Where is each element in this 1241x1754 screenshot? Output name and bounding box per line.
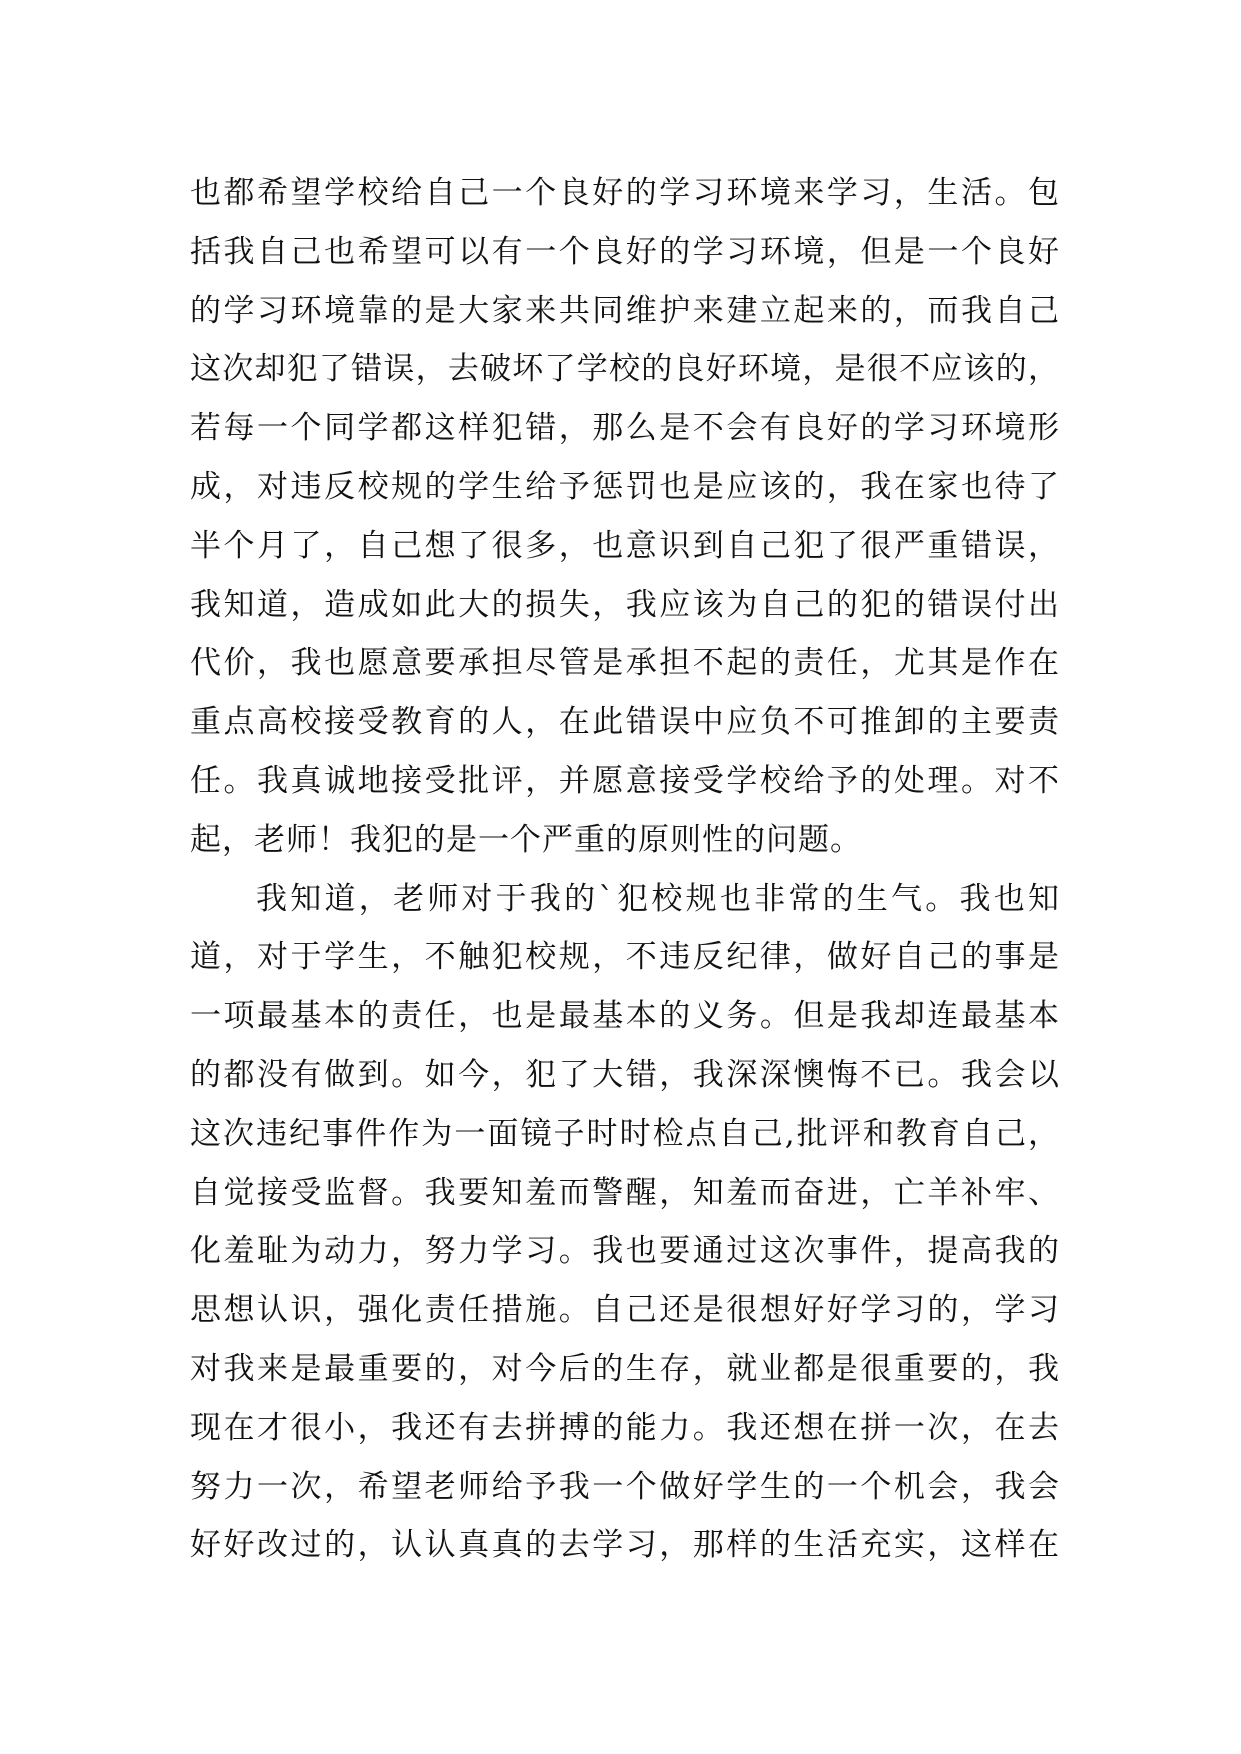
text-line: 若每一个同学都这样犯错，那么是不会有良好的学习环境形	[190, 410, 1060, 447]
text-line: 对我来是最重要的，对今后的生存，就业都是很重要的，我	[190, 1350, 1060, 1387]
text-line: 一项最基本的责任，也是最基本的义务。但是我却连最基本	[190, 998, 1060, 1035]
text-line: 重点高校接受教育的人，在此错误中应负不可推卸的主要责	[190, 704, 1060, 741]
text-line: 的学习环境靠的是大家来共同维护来建立起来的，而我自己	[190, 292, 1060, 329]
text-line: 任。我真诚地接受批评，并愿意接受学校给予的处理。对不	[190, 762, 1060, 799]
text-line: 化羞耻为动力，努力学习。我也要通过这次事件，提高我的	[190, 1233, 1060, 1270]
text-line: 我知道，老师对于我的`犯校规也非常的生气。我也知	[256, 880, 1060, 917]
text-line: 也都希望学校给自己一个良好的学习环境来学习，生活。包	[190, 175, 1060, 211]
text-line: 好好改过的，认认真真的去学习，那样的生活充实，这样在	[190, 1527, 1060, 1564]
text-line: 的都没有做到。如今，犯了大错，我深深懊悔不已。我会以	[190, 1056, 1060, 1093]
document-body	[190, 164, 1060, 1575]
text-line: 我知道，造成如此大的损失，我应该为自己的犯的错误付出	[190, 586, 1060, 623]
text-line: 成，对违反校规的学生给予惩罚也是应该的，我在家也待了	[190, 468, 1060, 505]
text-line: 半个月了，自己想了很多，也意识到自己犯了很严重错误，	[190, 527, 1060, 564]
text-line: 代价，我也愿意要承担尽管是承担不起的责任，尤其是作在	[190, 645, 1060, 682]
text-line: 这次却犯了错误，去破坏了学校的良好环境，是很不应该的，	[190, 351, 1060, 388]
text-line: 现在才很小，我还有去拼搏的能力。我还想在拼一次，在去	[190, 1409, 1060, 1446]
text-line: 括我自己也希望可以有一个良好的学习环境，但是一个良好	[190, 233, 1060, 270]
paragraph-2	[190, 870, 1060, 1576]
text-line: 思想认识，强化责任措施。自己还是很想好好学习的，学习	[190, 1292, 1060, 1329]
text-line: 这次违纪事件作为一面镜子时时检点自己,批评和教育自己，	[190, 1115, 1060, 1152]
paragraph-1	[190, 164, 1060, 870]
text-line: 自觉接受监督。我要知羞而警醒，知羞而奋进，亡羊补牢、	[190, 1174, 1060, 1211]
text-line: 起，老师！我犯的是一个严重的原则性的问题。	[190, 821, 862, 858]
text-line: 道，对于学生，不触犯校规，不违反纪律，做好自己的事是	[190, 939, 1060, 976]
text-line: 努力一次，希望老师给予我一个做好学生的一个机会，我会	[190, 1468, 1060, 1505]
